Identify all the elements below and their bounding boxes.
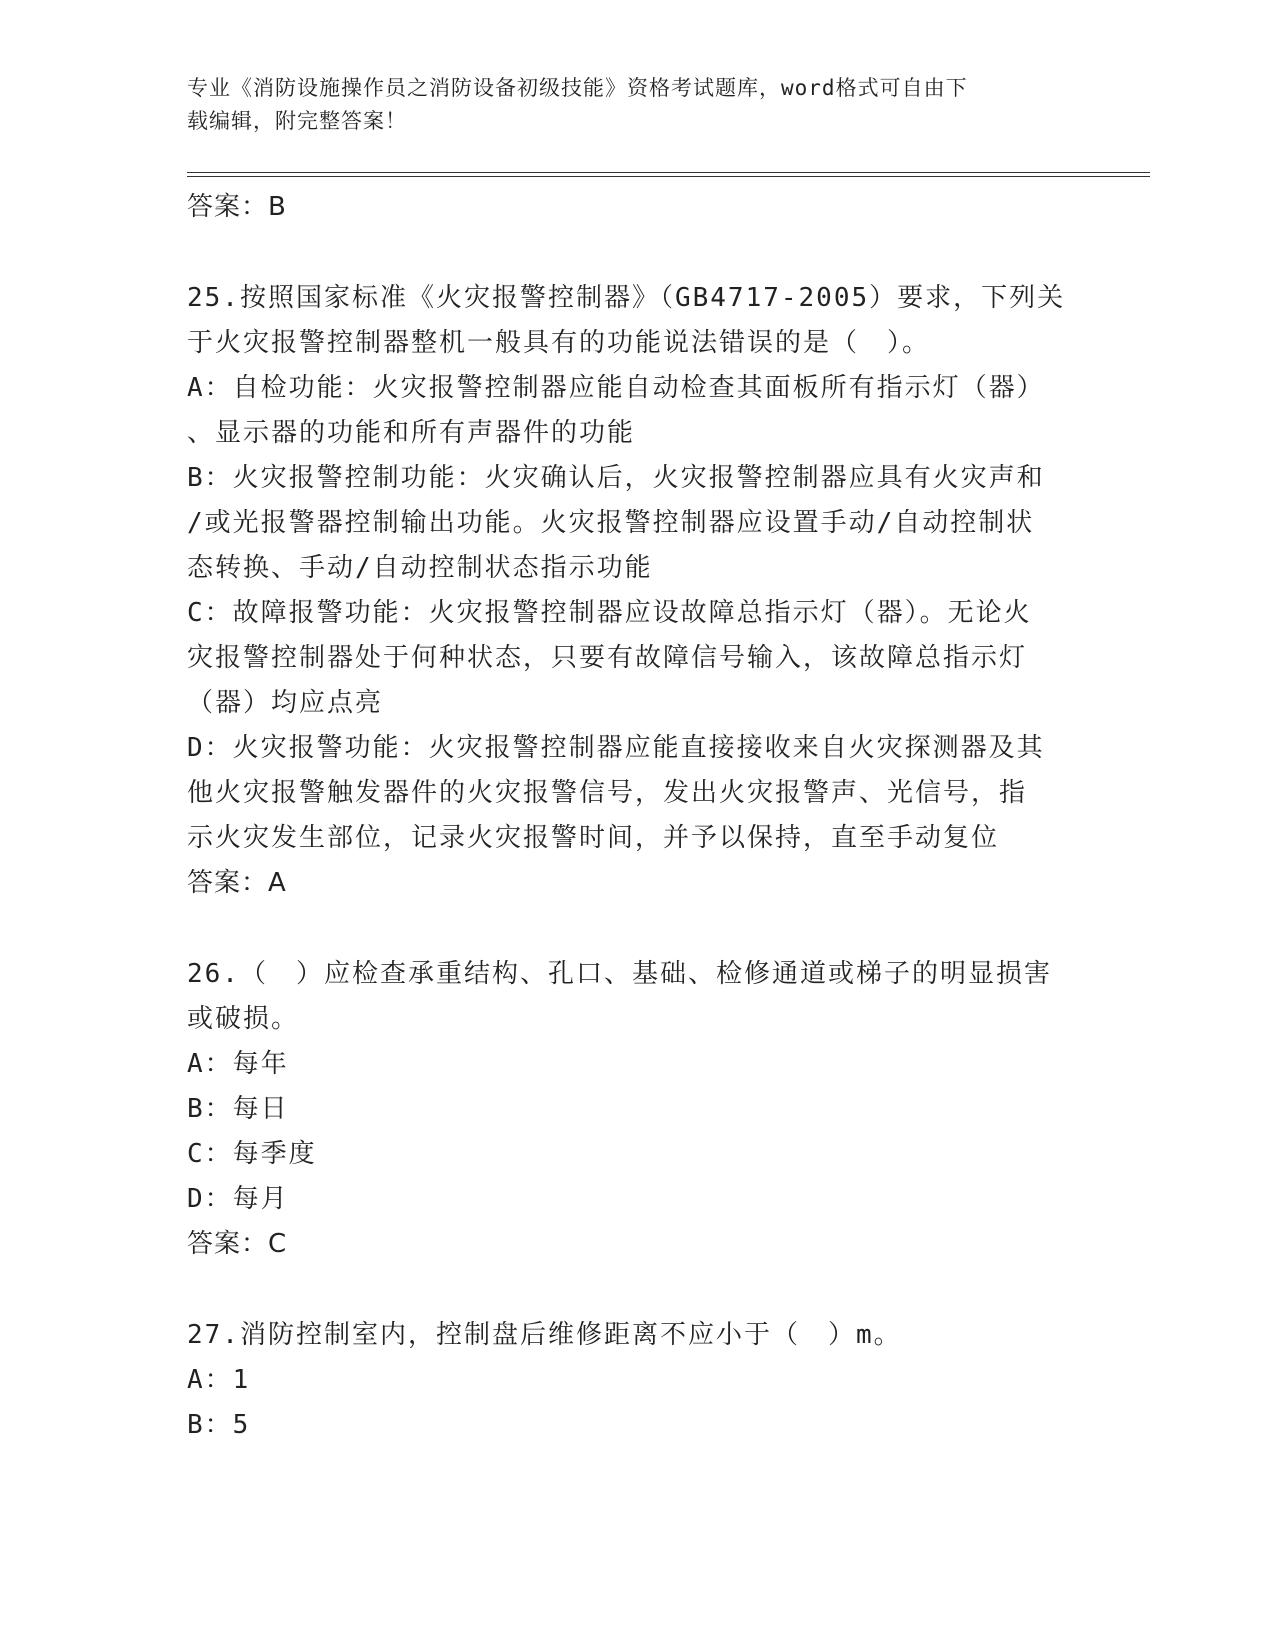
option-line: B：5 <box>187 1410 251 1440</box>
header-rule-bottom <box>187 176 1150 177</box>
option-line: 态转换、手动/自动控制状态指示功能 <box>187 553 653 583</box>
answer-label: 答案：A <box>187 868 287 898</box>
spacer <box>187 906 1087 952</box>
question-line: 27.消防控制室内，控制盘后维修距离不应小于（ ）m。 <box>187 1320 902 1350</box>
option-line: 灾报警控制器处于何种状态，只要有故障信号输入，该故障总指示灯 <box>187 643 1028 673</box>
option-line: B：每日 <box>187 1094 289 1124</box>
question-line: 于火灾报警控制器整机一般具有的功能说法错误的是（ ）。 <box>187 328 931 358</box>
option-line: （器）均应点亮 <box>187 688 384 718</box>
option-line: A：自检功能：火灾报警控制器应能自动检查其面板所有指示灯（器） <box>187 373 1045 403</box>
option-line: C：每季度 <box>187 1139 317 1169</box>
question-line: 25.按照国家标准《火灾报警控制器》（GB4717-2005）要求，下列关 <box>187 283 1066 313</box>
option-line: A：每年 <box>187 1049 289 1079</box>
option-line: A：1 <box>187 1365 251 1395</box>
spacer <box>187 230 1087 276</box>
answer-label: 答案：B <box>187 192 287 222</box>
option-line: B：火灾报警控制功能：火灾确认后，火灾报警控制器应具有火灾声和 <box>187 463 1045 493</box>
header-rule-top <box>187 172 1150 173</box>
spacer <box>187 1267 1087 1313</box>
option-line: 他火灾报警触发器件的火灾报警信号，发出火灾报警声、光信号，指 <box>187 778 1028 808</box>
question-line: 或破损。 <box>187 1004 300 1034</box>
question-line: 26.（ ）应检查承重结构、孔口、基础、检修通道或梯子的明显损害 <box>187 959 1052 989</box>
option-line: C：故障报警功能：火灾报警控制器应设故障总指示灯（器）。无论火 <box>187 598 1032 628</box>
option-line: D：火灾报警功能：火灾报警控制器应能直接接收来自火灾探测器及其 <box>187 733 1045 763</box>
option-line: 、显示器的功能和所有声器件的功能 <box>187 418 636 448</box>
header-line: 载编辑，附完整答案！ <box>187 109 407 133</box>
document-header <box>187 72 1087 138</box>
question-27 <box>187 1313 1087 1448</box>
header-line: 专业《消防设施操作员之消防设备初级技能》资格考试题库，word格式可自由下 <box>187 76 968 100</box>
option-line: D：每月 <box>187 1184 289 1214</box>
question-content <box>187 185 1087 1448</box>
question-26 <box>187 952 1087 1267</box>
option-line: 示火灾发生部位，记录火灾报警时间，并予以保持，直至手动复位 <box>187 823 1000 853</box>
question-25 <box>187 276 1087 906</box>
answer-label: 答案：C <box>187 1229 288 1259</box>
option-line: /或光报警器控制输出功能。火灾报警控制器应设置手动/自动控制状 <box>187 508 1035 538</box>
